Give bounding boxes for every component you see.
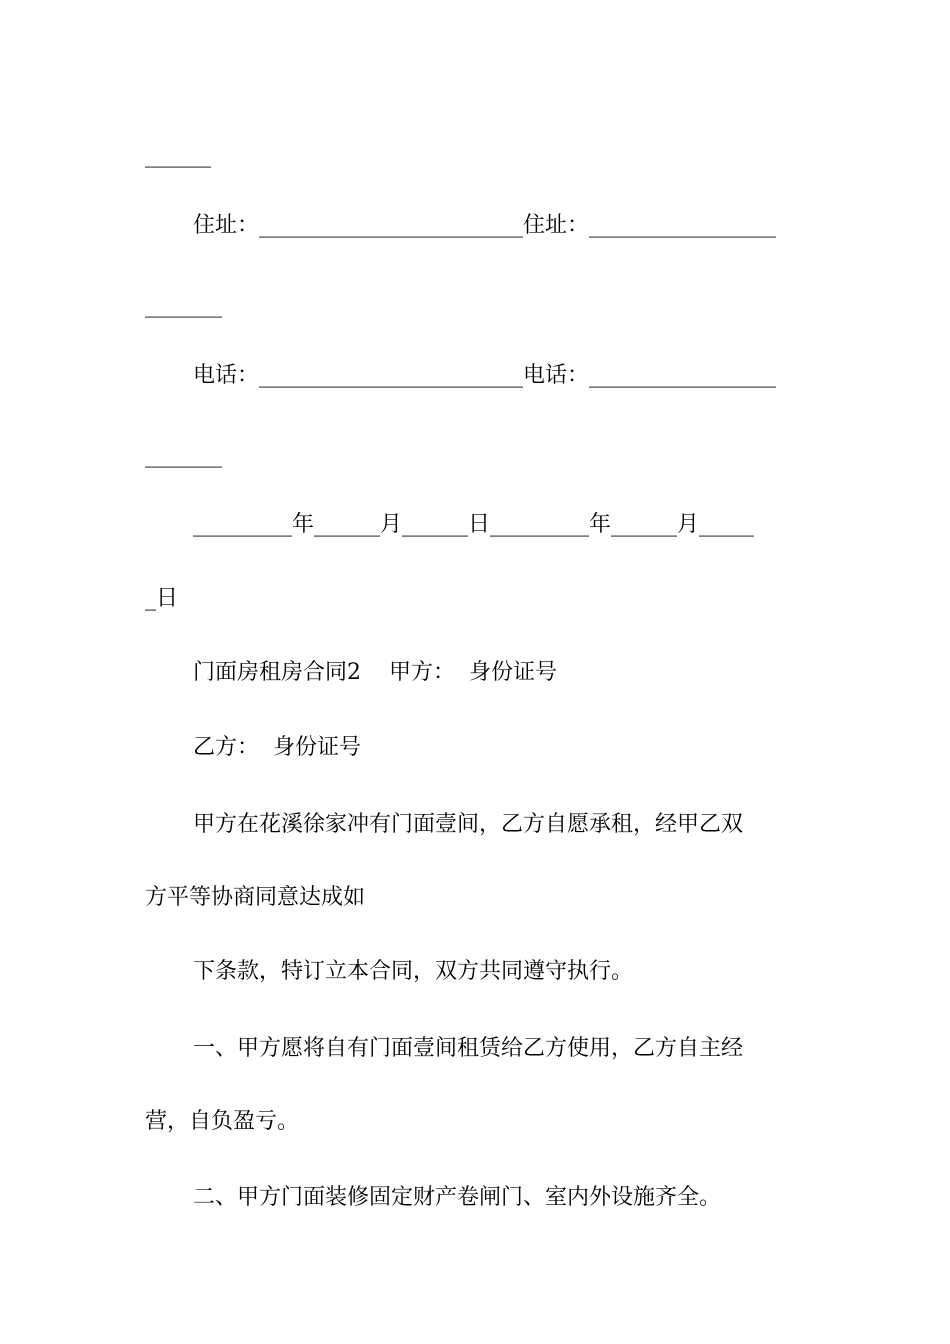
contract-title-party-a: 门面房租房合同2 甲方： 身份证号 (193, 660, 557, 685)
preamble-paragraph-line-3: 下条款，特订立本合同，双方共同遵守执行。 (193, 959, 634, 984)
phone-line: 电话：________________________电话：_________________ (193, 363, 777, 388)
date-line-continuation: _日 (145, 586, 179, 611)
underline-continuation-1: ______ (145, 143, 211, 168)
underline-continuation-3: _______ (145, 443, 222, 468)
clause-2-line-1: 二、甲方门面装修固定财产卷闸门、室内外设施齐全。 (193, 1185, 722, 1210)
clause-1-line-2: 营，自负盈亏。 (145, 1109, 300, 1134)
party-b-line: 乙方： 身份证号 (193, 735, 361, 760)
underline-continuation-2: _______ (145, 293, 222, 318)
address-line: 住址：________________________住址：_________________ (193, 213, 777, 238)
date-line: _________年______月______日_________年______月_____ (193, 512, 755, 537)
preamble-paragraph-line-1: 甲方在花溪徐家冲有门面壹间，乙方自愿承租，经甲乙双 (193, 812, 744, 837)
preamble-paragraph-line-2: 方平等协商同意达成如 (145, 885, 366, 910)
clause-1-line-1: 一、甲方愿将自有门面壹间租赁给乙方使用，乙方自主经 (193, 1036, 744, 1061)
